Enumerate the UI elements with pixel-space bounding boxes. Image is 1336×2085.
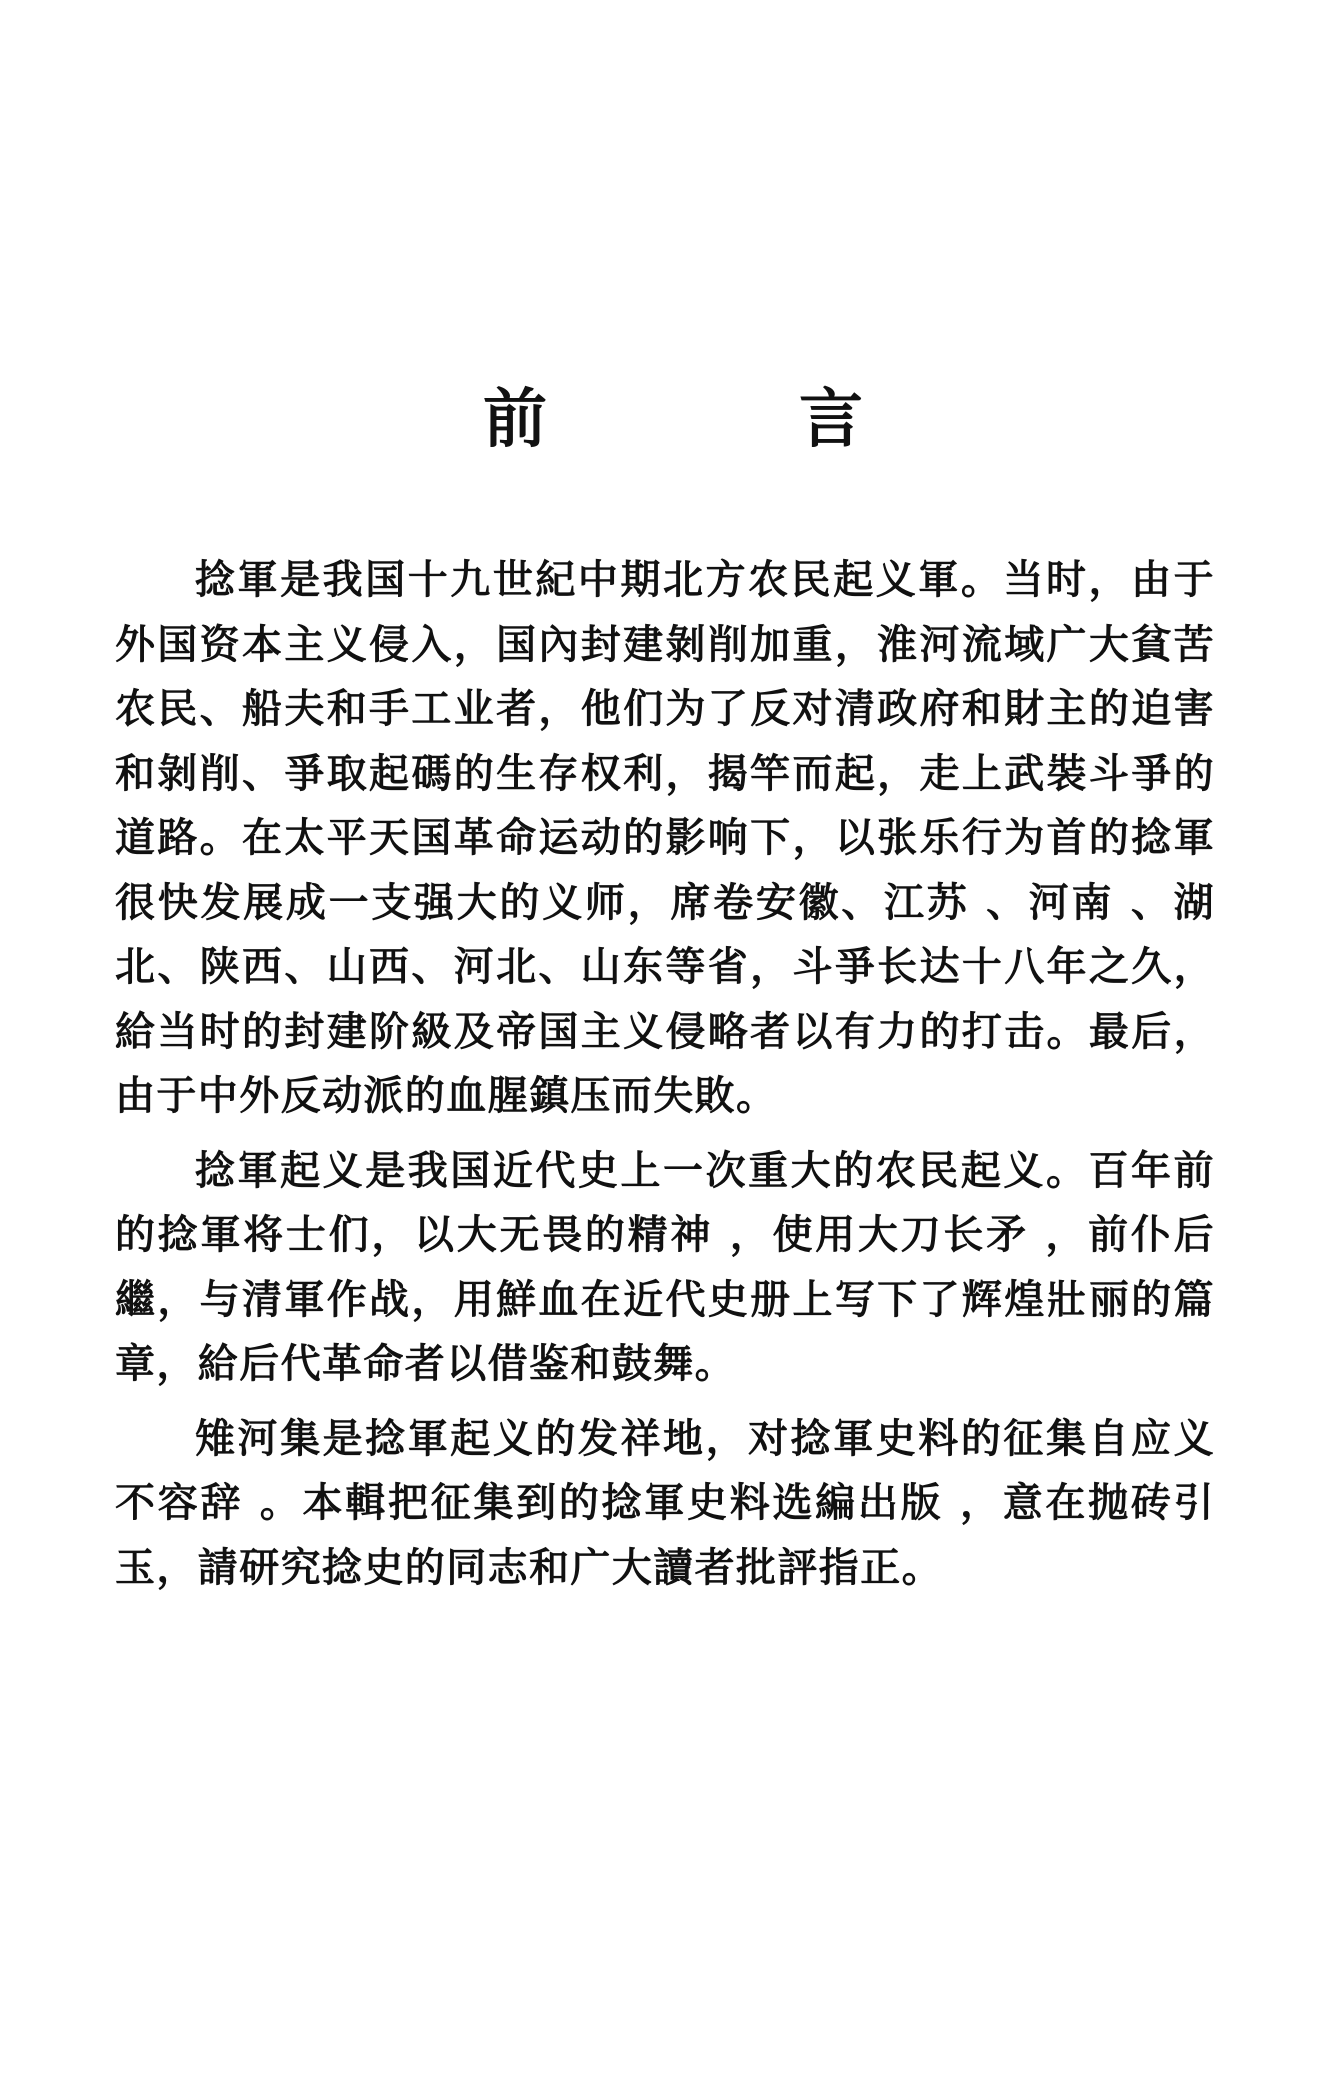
paragraph-1: 捻軍是我国十九世紀中期北方农民起义軍。当时，由于外国资本主义侵入，国內封建剝削加重，淮河流域广大貧苦农民、船夫和手工业者，他们为了反对清政府和財主的迫害和剝削、爭取起碼的生存权利，揭竿而起，走上武裝斗爭的道路。在太平天国革命运动的影响下，以张乐行为首的捻軍很快发展成一支强大的义师，席卷安徽、江苏 、河南 、湖北、陕西、山西、河北、山东等省，斗爭长达十八年之久，給当时的封建阶級及帝国主义侵略者以有力的打击。最后，由于中外反动派的血腥鎮压而失敗。 [115, 556, 1215, 1119]
paragraph-2: 捻軍起义是我国近代史上一次重大的农民起义。百年前的捻軍将士们，以大无畏的精神 ，使用大刀长矛 ，前仆后繼，与清軍作战，用鮮血在近代史册上写下了辉煌壯丽的篇章，給后代革命者以借鉴和鼓舞。 [115, 1146, 1215, 1387]
title-char-2: 言 [799, 382, 863, 457]
body-text [115, 548, 1215, 1600]
paragraph-3: 雉河集是捻軍起义的发祥地，对捻軍史料的征集自应义不容辞 。本輯把征集到的捻軍史料选編出版 ，意在抛砖引玉，請研究捻史的同志和广大讀者批評指正。 [115, 1414, 1215, 1591]
page-title [0, 375, 1336, 465]
title-char-1: 前 [483, 382, 547, 457]
